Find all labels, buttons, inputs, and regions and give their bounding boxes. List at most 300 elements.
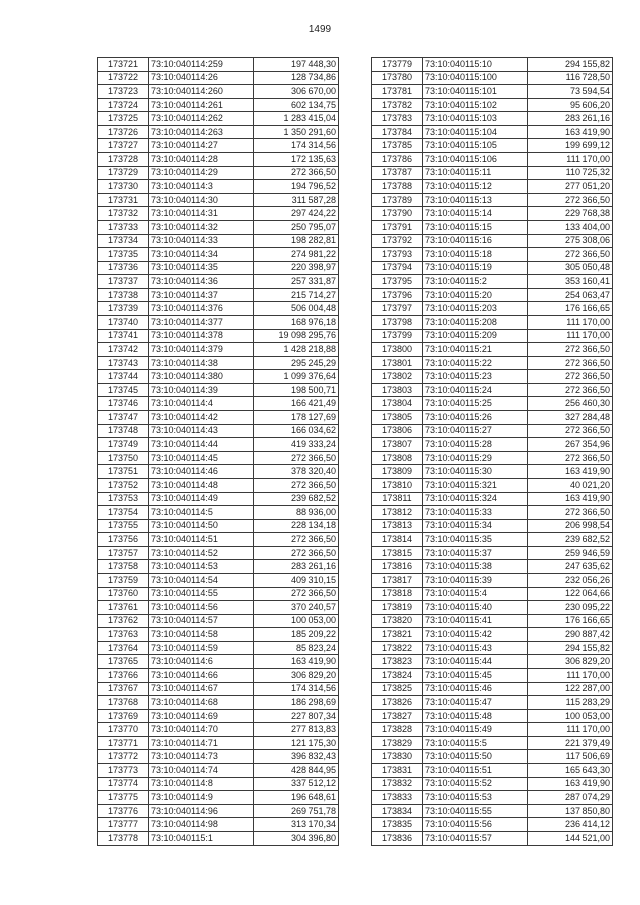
cadastral-number-cell: 73:10:040114:34 <box>149 248 254 262</box>
cadastral-value-cell: 166 034,62 <box>254 424 339 438</box>
cadastral-number-cell: 73:10:040114:42 <box>149 411 254 425</box>
record-id-cell: 173779 <box>372 58 423 72</box>
table-row <box>98 614 339 628</box>
table-row <box>98 125 339 139</box>
table-row <box>372 519 613 533</box>
record-id-cell: 173761 <box>98 601 149 615</box>
record-id-cell: 173813 <box>372 519 423 533</box>
cadastral-value-cell: 272 366,50 <box>254 587 339 601</box>
record-id-cell: 173791 <box>372 220 423 234</box>
record-id-cell: 173737 <box>98 275 149 289</box>
table-row <box>372 275 613 289</box>
cadastral-value-cell: 257 331,87 <box>254 275 339 289</box>
cadastral-number-cell: 73:10:040115:14 <box>423 207 528 221</box>
record-id-cell: 173818 <box>372 587 423 601</box>
cadastral-number-cell: 73:10:040115:321 <box>423 478 528 492</box>
record-id-cell: 173732 <box>98 207 149 221</box>
record-id-cell: 173745 <box>98 383 149 397</box>
cadastral-value-cell: 117 506,69 <box>528 750 613 764</box>
record-id-cell: 173755 <box>98 519 149 533</box>
record-id-cell: 173788 <box>372 180 423 194</box>
cadastral-value-cell: 272 366,50 <box>528 193 613 207</box>
table-row <box>372 288 613 302</box>
cadastral-number-cell: 73:10:040114:52 <box>149 546 254 560</box>
table-row <box>372 180 613 194</box>
cadastral-value-cell: 272 366,50 <box>254 546 339 560</box>
cadastral-number-cell: 73:10:040115:13 <box>423 193 528 207</box>
record-id-cell: 173743 <box>98 356 149 370</box>
record-id-cell: 173793 <box>372 248 423 262</box>
table-row <box>98 804 339 818</box>
table-row <box>372 478 613 492</box>
table-row <box>372 723 613 737</box>
record-id-cell: 173753 <box>98 492 149 506</box>
record-id-cell: 173726 <box>98 125 149 139</box>
cadastral-value-cell: 378 320,40 <box>254 465 339 479</box>
cadastral-value-cell: 1 428 218,88 <box>254 343 339 357</box>
record-id-cell: 173749 <box>98 438 149 452</box>
cadastral-value-cell: 272 366,50 <box>528 356 613 370</box>
cadastral-value-cell: 232 056,26 <box>528 573 613 587</box>
record-id-cell: 173792 <box>372 234 423 248</box>
record-id-cell: 173746 <box>98 397 149 411</box>
cadastral-value-cell: 122 064,66 <box>528 587 613 601</box>
record-id-cell: 173721 <box>98 58 149 72</box>
table-row <box>98 831 339 845</box>
record-id-cell: 173751 <box>98 465 149 479</box>
cadastral-value-cell: 267 354,96 <box>528 438 613 452</box>
record-id-cell: 173780 <box>372 71 423 85</box>
cadastral-number-cell: 73:10:040115:44 <box>423 655 528 669</box>
cadastral-number-cell: 73:10:040114:3 <box>149 180 254 194</box>
cadastral-number-cell: 73:10:040114:57 <box>149 614 254 628</box>
table-row <box>372 601 613 615</box>
table-row <box>372 655 613 669</box>
cadastral-number-cell: 73:10:040114:380 <box>149 370 254 384</box>
record-id-cell: 173747 <box>98 411 149 425</box>
cadastral-value-cell: 198 282,81 <box>254 234 339 248</box>
cadastral-number-cell: 73:10:040114:28 <box>149 153 254 167</box>
cadastral-number-cell: 73:10:040114:37 <box>149 288 254 302</box>
cadastral-number-cell: 73:10:040114:30 <box>149 193 254 207</box>
table-row <box>372 166 613 180</box>
cadastral-number-cell: 73:10:040115:42 <box>423 628 528 642</box>
cadastral-value-cell: 290 887,42 <box>528 628 613 642</box>
cadastral-value-cell: 283 261,16 <box>528 112 613 126</box>
cadastral-table-left <box>97 57 339 846</box>
cadastral-value-cell: 239 682,52 <box>528 533 613 547</box>
record-id-cell: 173800 <box>372 343 423 357</box>
cadastral-value-cell: 239 682,52 <box>254 492 339 506</box>
cadastral-value-cell: 176 166,65 <box>528 302 613 316</box>
cadastral-value-cell: 287 074,29 <box>528 791 613 805</box>
record-id-cell: 173762 <box>98 614 149 628</box>
cadastral-value-cell: 272 366,50 <box>528 248 613 262</box>
cadastral-number-cell: 73:10:040115:41 <box>423 614 528 628</box>
cadastral-number-cell: 73:10:040114:5 <box>149 506 254 520</box>
cadastral-value-cell: 163 419,90 <box>528 777 613 791</box>
table-row <box>372 669 613 683</box>
cadastral-number-cell: 73:10:040114:377 <box>149 315 254 329</box>
cadastral-number-cell: 73:10:040115:5 <box>423 736 528 750</box>
cadastral-value-cell: 259 946,59 <box>528 546 613 560</box>
cadastral-number-cell: 73:10:040115:38 <box>423 560 528 574</box>
cadastral-number-cell: 73:10:040114:43 <box>149 424 254 438</box>
cadastral-number-cell: 73:10:040114:260 <box>149 85 254 99</box>
record-id-cell: 173817 <box>372 573 423 587</box>
cadastral-number-cell: 73:10:040115:43 <box>423 641 528 655</box>
table-row <box>372 193 613 207</box>
table-row <box>372 587 613 601</box>
cadastral-value-cell: 144 521,00 <box>528 831 613 845</box>
cadastral-number-cell: 73:10:040115:27 <box>423 424 528 438</box>
table-row <box>98 492 339 506</box>
cadastral-number-cell: 73:10:040114:4 <box>149 397 254 411</box>
record-id-cell: 173827 <box>372 709 423 723</box>
cadastral-number-cell: 73:10:040115:53 <box>423 791 528 805</box>
record-id-cell: 173812 <box>372 506 423 520</box>
record-id-cell: 173797 <box>372 302 423 316</box>
record-id-cell: 173763 <box>98 628 149 642</box>
cadastral-number-cell: 73:10:040114:96 <box>149 804 254 818</box>
cadastral-value-cell: 229 768,38 <box>528 207 613 221</box>
cadastral-number-cell: 73:10:040115:34 <box>423 519 528 533</box>
cadastral-value-cell: 272 366,50 <box>528 343 613 357</box>
cadastral-value-cell: 220 398,97 <box>254 261 339 275</box>
record-id-cell: 173767 <box>98 682 149 696</box>
cadastral-number-cell: 73:10:040114:376 <box>149 302 254 316</box>
cadastral-value-cell: 1 099 376,64 <box>254 370 339 384</box>
record-id-cell: 173822 <box>372 641 423 655</box>
cadastral-number-cell: 73:10:040115:30 <box>423 465 528 479</box>
tables-container <box>97 57 613 846</box>
cadastral-value-cell: 196 648,61 <box>254 791 339 805</box>
cadastral-value-cell: 274 981,22 <box>254 248 339 262</box>
cadastral-value-cell: 409 310,15 <box>254 573 339 587</box>
record-id-cell: 173742 <box>98 343 149 357</box>
table-row <box>372 343 613 357</box>
table-row <box>98 275 339 289</box>
record-id-cell: 173801 <box>372 356 423 370</box>
cadastral-number-cell: 73:10:040115:324 <box>423 492 528 506</box>
cadastral-number-cell: 73:10:040114:69 <box>149 709 254 723</box>
cadastral-value-cell: 230 095,22 <box>528 601 613 615</box>
cadastral-number-cell: 73:10:040114:59 <box>149 641 254 655</box>
record-id-cell: 173723 <box>98 85 149 99</box>
cadastral-value-cell: 272 366,50 <box>528 451 613 465</box>
cadastral-value-cell: 283 261,16 <box>254 560 339 574</box>
cadastral-value-cell: 396 832,43 <box>254 750 339 764</box>
cadastral-value-cell: 272 366,50 <box>528 506 613 520</box>
table-row <box>98 424 339 438</box>
record-id-cell: 173820 <box>372 614 423 628</box>
cadastral-number-cell: 73:10:040114:259 <box>149 58 254 72</box>
cadastral-number-cell: 73:10:040114:26 <box>149 71 254 85</box>
table-row <box>372 220 613 234</box>
table-row <box>98 709 339 723</box>
cadastral-value-cell: 506 004,48 <box>254 302 339 316</box>
cadastral-number-cell: 73:10:040114:35 <box>149 261 254 275</box>
record-id-cell: 173803 <box>372 383 423 397</box>
table-row <box>372 248 613 262</box>
cadastral-number-cell: 73:10:040115:45 <box>423 669 528 683</box>
table-row <box>98 669 339 683</box>
record-id-cell: 173821 <box>372 628 423 642</box>
record-id-cell: 173725 <box>98 112 149 126</box>
cadastral-number-cell: 73:10:040115:50 <box>423 750 528 764</box>
cadastral-value-cell: 1 283 415,04 <box>254 112 339 126</box>
cadastral-number-cell: 73:10:040114:31 <box>149 207 254 221</box>
cadastral-value-cell: 111 170,00 <box>528 153 613 167</box>
cadastral-value-cell: 256 460,30 <box>528 397 613 411</box>
table-row <box>98 560 339 574</box>
record-id-cell: 173790 <box>372 207 423 221</box>
record-id-cell: 173773 <box>98 764 149 778</box>
table-row <box>98 166 339 180</box>
table-row <box>98 533 339 547</box>
record-id-cell: 173796 <box>372 288 423 302</box>
cadastral-number-cell: 73:10:040114:66 <box>149 669 254 683</box>
table-row <box>98 71 339 85</box>
cadastral-number-cell: 73:10:040115:100 <box>423 71 528 85</box>
record-id-cell: 173728 <box>98 153 149 167</box>
cadastral-number-cell: 73:10:040115:52 <box>423 777 528 791</box>
cadastral-number-cell: 73:10:040115:208 <box>423 315 528 329</box>
table-row <box>372 383 613 397</box>
record-id-cell: 173733 <box>98 220 149 234</box>
record-id-cell: 173740 <box>98 315 149 329</box>
cadastral-value-cell: 95 606,20 <box>528 98 613 112</box>
cadastral-value-cell: 174 314,56 <box>254 682 339 696</box>
cadastral-value-cell: 370 240,57 <box>254 601 339 615</box>
table-row <box>372 370 613 384</box>
record-id-cell: 173735 <box>98 248 149 262</box>
cadastral-number-cell: 73:10:040115:16 <box>423 234 528 248</box>
cadastral-value-cell: 215 714,27 <box>254 288 339 302</box>
cadastral-number-cell: 73:10:040115:56 <box>423 818 528 832</box>
cadastral-value-cell: 163 419,90 <box>254 655 339 669</box>
record-id-cell: 173805 <box>372 411 423 425</box>
cadastral-value-cell: 254 063,47 <box>528 288 613 302</box>
cadastral-value-cell: 428 844,95 <box>254 764 339 778</box>
cadastral-number-cell: 73:10:040114:53 <box>149 560 254 574</box>
cadastral-number-cell: 73:10:040115:47 <box>423 696 528 710</box>
cadastral-value-cell: 272 366,50 <box>528 370 613 384</box>
cadastral-number-cell: 73:10:040114:38 <box>149 356 254 370</box>
cadastral-value-cell: 178 127,69 <box>254 411 339 425</box>
cadastral-table-right <box>371 57 613 846</box>
table-row <box>98 682 339 696</box>
cadastral-number-cell: 73:10:040115:1 <box>149 831 254 845</box>
table-row <box>98 153 339 167</box>
cadastral-number-cell: 73:10:040114:44 <box>149 438 254 452</box>
record-id-cell: 173752 <box>98 478 149 492</box>
cadastral-value-cell: 306 829,20 <box>528 655 613 669</box>
cadastral-number-cell: 73:10:040114:48 <box>149 478 254 492</box>
table-row <box>372 736 613 750</box>
cadastral-number-cell: 73:10:040114:54 <box>149 573 254 587</box>
record-id-cell: 173787 <box>372 166 423 180</box>
record-id-cell: 173724 <box>98 98 149 112</box>
table-row <box>372 153 613 167</box>
record-id-cell: 173730 <box>98 180 149 194</box>
record-id-cell: 173836 <box>372 831 423 845</box>
cadastral-value-cell: 306 829,20 <box>254 669 339 683</box>
table-row <box>98 601 339 615</box>
cadastral-number-cell: 73:10:040114:46 <box>149 465 254 479</box>
table-row <box>372 58 613 72</box>
table-row <box>372 506 613 520</box>
cadastral-number-cell: 73:10:040115:23 <box>423 370 528 384</box>
table-row <box>372 614 613 628</box>
cadastral-value-cell: 19 098 295,76 <box>254 329 339 343</box>
table-row <box>98 261 339 275</box>
table-row <box>98 193 339 207</box>
cadastral-value-cell: 185 209,22 <box>254 628 339 642</box>
cadastral-value-cell: 163 419,90 <box>528 492 613 506</box>
cadastral-value-cell: 174 314,56 <box>254 139 339 153</box>
cadastral-number-cell: 73:10:040114:73 <box>149 750 254 764</box>
record-id-cell: 173807 <box>372 438 423 452</box>
record-id-cell: 173727 <box>98 139 149 153</box>
cadastral-number-cell: 73:10:040115:19 <box>423 261 528 275</box>
cadastral-value-cell: 163 419,90 <box>528 465 613 479</box>
record-id-cell: 173785 <box>372 139 423 153</box>
table-row <box>98 356 339 370</box>
cadastral-number-cell: 73:10:040115:40 <box>423 601 528 615</box>
cadastral-value-cell: 100 053,00 <box>254 614 339 628</box>
table-row <box>98 112 339 126</box>
record-id-cell: 173759 <box>98 573 149 587</box>
table-row <box>372 207 613 221</box>
table-row <box>98 329 339 343</box>
record-id-cell: 173770 <box>98 723 149 737</box>
table-row <box>98 58 339 72</box>
cadastral-value-cell: 419 333,24 <box>254 438 339 452</box>
cadastral-value-cell: 297 424,22 <box>254 207 339 221</box>
record-id-cell: 173756 <box>98 533 149 547</box>
record-id-cell: 173815 <box>372 546 423 560</box>
cadastral-number-cell: 73:10:040115:203 <box>423 302 528 316</box>
cadastral-number-cell: 73:10:040115:10 <box>423 58 528 72</box>
table-row <box>98 370 339 384</box>
cadastral-number-cell: 73:10:040114:71 <box>149 736 254 750</box>
cadastral-number-cell: 73:10:040114:263 <box>149 125 254 139</box>
record-id-cell: 173832 <box>372 777 423 791</box>
record-id-cell: 173786 <box>372 153 423 167</box>
cadastral-number-cell: 73:10:040114:98 <box>149 818 254 832</box>
table-row <box>98 207 339 221</box>
cadastral-value-cell: 168 976,18 <box>254 315 339 329</box>
table-row <box>98 139 339 153</box>
record-id-cell: 173823 <box>372 655 423 669</box>
table-row <box>372 791 613 805</box>
cadastral-value-cell: 85 823,24 <box>254 641 339 655</box>
cadastral-number-cell: 73:10:040115:29 <box>423 451 528 465</box>
cadastral-number-cell: 73:10:040115:35 <box>423 533 528 547</box>
record-id-cell: 173750 <box>98 451 149 465</box>
cadastral-value-cell: 198 500,71 <box>254 383 339 397</box>
cadastral-number-cell: 73:10:040115:101 <box>423 85 528 99</box>
cadastral-number-cell: 73:10:040114:51 <box>149 533 254 547</box>
table-row <box>98 180 339 194</box>
record-id-cell: 173772 <box>98 750 149 764</box>
table-row <box>98 411 339 425</box>
table-row <box>372 397 613 411</box>
cadastral-value-cell: 337 512,12 <box>254 777 339 791</box>
record-id-cell: 173799 <box>372 329 423 343</box>
cadastral-number-cell: 73:10:040115:57 <box>423 831 528 845</box>
table-row <box>98 506 339 520</box>
table-row <box>98 397 339 411</box>
cadastral-number-cell: 73:10:040115:46 <box>423 682 528 696</box>
cadastral-number-cell: 73:10:040115:55 <box>423 804 528 818</box>
record-id-cell: 173833 <box>372 791 423 805</box>
cadastral-value-cell: 186 298,69 <box>254 696 339 710</box>
table-row <box>372 356 613 370</box>
cadastral-value-cell: 306 670,00 <box>254 85 339 99</box>
cadastral-value-cell: 353 160,41 <box>528 275 613 289</box>
cadastral-number-cell: 73:10:040115:15 <box>423 220 528 234</box>
table-row <box>372 709 613 723</box>
cadastral-value-cell: 295 245,29 <box>254 356 339 370</box>
table-row <box>372 492 613 506</box>
cadastral-value-cell: 121 175,30 <box>254 736 339 750</box>
table-row <box>372 71 613 85</box>
record-id-cell: 173777 <box>98 818 149 832</box>
cadastral-value-cell: 137 850,80 <box>528 804 613 818</box>
cadastral-number-cell: 73:10:040115:18 <box>423 248 528 262</box>
cadastral-number-cell: 73:10:040114:32 <box>149 220 254 234</box>
record-id-cell: 173835 <box>372 818 423 832</box>
record-id-cell: 173738 <box>98 288 149 302</box>
table-row <box>98 587 339 601</box>
cadastral-number-cell: 73:10:040114:56 <box>149 601 254 615</box>
table-row <box>372 682 613 696</box>
cadastral-value-cell: 313 170,34 <box>254 818 339 832</box>
cadastral-value-cell: 277 051,20 <box>528 180 613 194</box>
cadastral-value-cell: 88 936,00 <box>254 506 339 520</box>
record-id-cell: 173754 <box>98 506 149 520</box>
page-number: 1499 <box>308 24 332 35</box>
table-row <box>372 411 613 425</box>
cadastral-number-cell: 73:10:040115:103 <box>423 112 528 126</box>
table-row <box>372 85 613 99</box>
cadastral-number-cell: 73:10:040115:20 <box>423 288 528 302</box>
cadastral-number-cell: 73:10:040114:9 <box>149 791 254 805</box>
table-row <box>372 139 613 153</box>
cadastral-value-cell: 311 587,28 <box>254 193 339 207</box>
cadastral-value-cell: 305 050,48 <box>528 261 613 275</box>
cadastral-number-cell: 73:10:040115:28 <box>423 438 528 452</box>
record-id-cell: 173798 <box>372 315 423 329</box>
cadastral-number-cell: 73:10:040114:261 <box>149 98 254 112</box>
record-id-cell: 173811 <box>372 492 423 506</box>
table-row <box>98 234 339 248</box>
table-row <box>98 478 339 492</box>
table-row <box>372 750 613 764</box>
cadastral-value-cell: 327 284,48 <box>528 411 613 425</box>
table-row <box>98 220 339 234</box>
cadastral-number-cell: 73:10:040115:26 <box>423 411 528 425</box>
cadastral-value-cell: 294 155,82 <box>528 641 613 655</box>
cadastral-number-cell: 73:10:040114:58 <box>149 628 254 642</box>
cadastral-value-cell: 110 725,32 <box>528 166 613 180</box>
table-row <box>98 696 339 710</box>
cadastral-value-cell: 269 751,78 <box>254 804 339 818</box>
table-row <box>372 777 613 791</box>
cadastral-value-cell: 272 366,50 <box>254 533 339 547</box>
